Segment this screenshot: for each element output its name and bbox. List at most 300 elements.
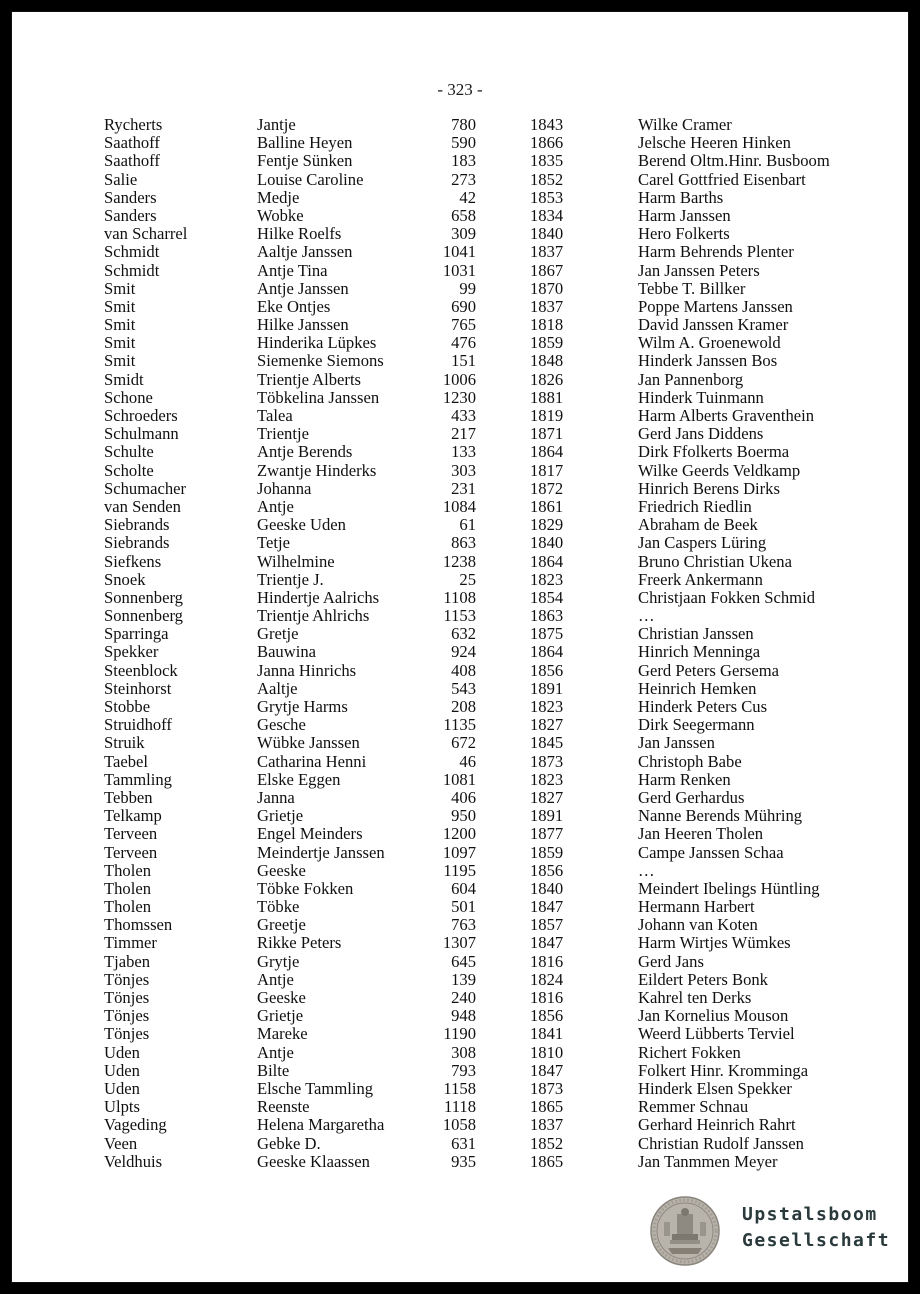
page-number: - 323 -	[437, 80, 483, 99]
record-number-cell: 408	[451, 660, 476, 680]
year-cell: 1859	[530, 333, 564, 353]
year-cell: 1875	[530, 624, 564, 644]
table-row	[12, 134, 908, 152]
surname-cell: Terveen	[104, 842, 158, 862]
given-name-cell: Geeske Uden	[257, 515, 346, 535]
record-number-cell: 1307	[442, 933, 476, 953]
surname-cell: Thomssen	[104, 915, 173, 935]
given-name-cell: Jantje	[257, 115, 296, 134]
table-row	[12, 298, 908, 316]
year-cell: 1891	[530, 806, 564, 826]
spouse-cell: Weerd Lübberts Terviel	[638, 1024, 795, 1044]
table-row	[12, 171, 908, 189]
table-row	[12, 316, 908, 334]
spouse-cell: Gerd Peters Gersema	[638, 660, 779, 680]
record-number-cell: 1230	[442, 387, 476, 407]
table-row	[12, 1080, 908, 1098]
table-row	[12, 516, 908, 534]
spouse-cell: Freerk Ankermann	[638, 569, 763, 589]
spouse-cell: Berend Oltm.Hinr. Busboom	[638, 151, 830, 171]
spouse-cell: Jan Janssen	[638, 733, 715, 753]
table-row	[12, 625, 908, 643]
given-name-cell: Antje	[257, 1042, 294, 1062]
record-number-cell: 1118	[444, 1097, 476, 1117]
year-cell: 1891	[530, 678, 564, 698]
surname-cell: Tholen	[104, 860, 152, 880]
surname-cell: Steenblock	[104, 660, 178, 680]
record-number-cell: 604	[451, 878, 476, 898]
given-name-cell: Aaltje	[257, 678, 298, 698]
spouse-cell: Carel Gottfried Eisenbart	[638, 169, 806, 189]
given-name-cell: Balline Heyen	[257, 133, 353, 153]
table-row	[12, 680, 908, 698]
year-cell: 1816	[530, 951, 564, 971]
spouse-cell: Meindert Ibelings Hüntling	[638, 878, 820, 898]
given-name-cell: Hilke Janssen	[257, 315, 349, 335]
year-cell: 1865	[530, 1097, 564, 1117]
spouse-cell: Wilm A. Groenewold	[638, 333, 781, 353]
record-number-cell: 183	[451, 151, 476, 171]
record-number-cell: 1195	[443, 860, 476, 880]
record-number-cell: 217	[451, 424, 476, 444]
spouse-cell: Jan Janssen Peters	[638, 260, 760, 280]
given-name-cell: Janna	[257, 787, 295, 807]
brand-text	[742, 1202, 890, 1254]
spouse-cell: Tebbe T. Billker	[638, 278, 746, 298]
record-number-cell: 1041	[442, 242, 476, 262]
year-cell: 1856	[530, 860, 564, 880]
spouse-cell: Hero Folkerts	[638, 224, 730, 244]
surname-cell: Smit	[104, 333, 136, 353]
given-name-cell: Trientje J.	[257, 569, 324, 589]
spouse-cell: Christian Janssen	[638, 624, 754, 644]
year-cell: 1810	[530, 1042, 564, 1062]
record-number-cell: 46	[459, 751, 476, 771]
table-row	[12, 862, 908, 880]
surname-cell: Tönjes	[104, 1006, 150, 1026]
surname-cell: Tönjes	[104, 988, 150, 1007]
given-name-cell: Grietje	[257, 1006, 304, 1026]
surname-cell: Scholte	[104, 460, 154, 480]
table-row	[12, 116, 908, 134]
surname-cell: Uden	[104, 1042, 140, 1062]
spouse-cell: Hinderk Peters Cus	[638, 697, 768, 716]
surname-cell: Struidhoff	[104, 715, 172, 735]
surname-cell: Spekker	[104, 642, 159, 662]
given-name-cell: Reenste	[257, 1097, 310, 1117]
year-cell: 1872	[530, 478, 564, 498]
given-name-cell: Rikke Peters	[257, 933, 342, 953]
given-name-cell: Hinderika Lüpkes	[257, 333, 377, 353]
given-name-cell: Hindertje Aalrichs	[257, 587, 380, 607]
given-name-cell: Gesche	[257, 715, 306, 735]
record-number-cell: 690	[451, 296, 476, 316]
surname-cell: Sanders	[104, 205, 157, 225]
table-row	[12, 971, 908, 989]
surname-cell: Tönjes	[104, 969, 150, 989]
year-cell: 1840	[530, 533, 564, 553]
table-row	[12, 1135, 908, 1153]
year-cell: 1873	[530, 1078, 564, 1098]
surname-cell: Terveen	[104, 824, 158, 844]
given-name-cell: Wilhelmine	[257, 551, 335, 571]
year-cell: 1852	[530, 169, 564, 189]
surname-cell: Taebel	[104, 751, 148, 771]
surname-cell: Sonnenberg	[104, 606, 183, 626]
surname-cell: Tholen	[104, 897, 152, 917]
year-cell: 1864	[530, 442, 564, 462]
spouse-cell: Gerd Gerhardus	[638, 787, 745, 807]
record-number-cell: 763	[451, 915, 476, 935]
record-number-cell: 208	[451, 697, 476, 716]
given-name-cell: Grytje	[257, 951, 300, 971]
table-row	[12, 352, 908, 370]
spouse-cell: Harm Renken	[638, 769, 731, 789]
surname-cell: Tholen	[104, 878, 152, 898]
year-cell: 1837	[530, 242, 564, 262]
table-row	[12, 716, 908, 734]
given-name-cell: Grytje Harms	[257, 697, 348, 716]
year-cell: 1866	[530, 133, 564, 153]
surname-cell: Vageding	[104, 1115, 167, 1135]
spouse-cell: Gerhard Heinrich Rahrt	[638, 1115, 796, 1135]
record-number-cell: 476	[451, 333, 476, 353]
surname-cell: Schulte	[104, 442, 154, 462]
record-number-cell: 61	[459, 515, 476, 535]
surname-cell: Rycherts	[104, 115, 163, 134]
given-name-cell: Wübke Janssen	[257, 733, 360, 753]
brand-line-2: Gesellschaft	[742, 1230, 891, 1251]
table-row	[12, 698, 908, 716]
table-row	[12, 407, 908, 425]
year-cell: 1840	[530, 878, 564, 898]
table-row	[12, 844, 908, 862]
spouse-cell: Jan Kornelius Mouson	[638, 1006, 789, 1026]
record-number-cell: 42	[459, 187, 476, 207]
surname-cell: Sparringa	[104, 624, 169, 644]
record-number-cell: 1200	[442, 824, 476, 844]
table-row	[12, 225, 908, 243]
record-number-cell: 1135	[443, 715, 476, 735]
table-row	[12, 734, 908, 752]
year-cell: 1827	[530, 787, 564, 807]
surname-cell: Tammling	[104, 769, 172, 789]
record-number-cell: 645	[451, 951, 476, 971]
spouse-cell: Gerd Jans Diddens	[638, 424, 764, 444]
table-row	[12, 443, 908, 461]
record-number-cell: 950	[451, 806, 476, 826]
surname-cell: Smidt	[104, 369, 144, 389]
surname-cell: Smit	[104, 278, 136, 298]
surname-cell: Uden	[104, 1060, 140, 1080]
spouse-cell: Harm Janssen	[638, 205, 731, 225]
spouse-cell: Campe Janssen Schaa	[638, 842, 784, 862]
spouse-cell: Jan Caspers Lüring	[638, 533, 767, 553]
spouse-cell: Dirk Ffolkerts Boerma	[638, 442, 790, 462]
record-number-cell: 1153	[443, 606, 476, 626]
given-name-cell: Fentje Sünken	[257, 151, 353, 171]
record-number-cell: 406	[451, 787, 476, 807]
surname-cell: Smit	[104, 351, 136, 371]
given-name-cell: Siemenke Siemons	[257, 351, 384, 371]
surname-cell: Veldhuis	[104, 1151, 163, 1171]
surname-cell: Schumacher	[104, 478, 187, 498]
given-name-cell: Medje	[257, 187, 300, 207]
year-cell: 1864	[530, 551, 564, 571]
given-name-cell: Elske Eggen	[257, 769, 341, 789]
record-number-cell: 501	[451, 897, 476, 917]
given-name-cell: Geeske	[257, 860, 306, 880]
given-name-cell: Engel Meinders	[257, 824, 363, 844]
table-row	[12, 1116, 908, 1134]
table-row	[12, 189, 908, 207]
year-cell: 1865	[530, 1151, 564, 1171]
surname-cell: Siebrands	[104, 515, 170, 535]
year-cell: 1819	[530, 406, 564, 425]
table-row	[12, 771, 908, 789]
record-number-cell: 99	[459, 278, 476, 298]
surname-cell: Uden	[104, 1078, 140, 1098]
table-row	[12, 898, 908, 916]
year-cell: 1854	[530, 587, 564, 607]
year-cell: 1853	[530, 187, 564, 207]
table-row	[12, 334, 908, 352]
given-name-cell: Elsche Tammling	[257, 1078, 374, 1098]
record-number-cell: 25	[459, 569, 476, 589]
record-number-cell: 273	[451, 169, 476, 189]
spouse-cell: Bruno Christian Ukena	[638, 551, 792, 571]
spouse-cell: Christoph Babe	[638, 751, 742, 771]
year-cell: 1877	[530, 824, 564, 844]
year-cell: 1835	[530, 151, 564, 171]
year-cell: 1845	[530, 733, 564, 753]
table-row	[12, 934, 908, 952]
surname-cell: Sonnenberg	[104, 587, 183, 607]
year-cell: 1827	[530, 715, 564, 735]
given-name-cell: Aaltje Janssen	[257, 242, 353, 262]
year-cell: 1863	[530, 606, 564, 626]
record-number-cell: 765	[451, 315, 476, 335]
record-number-cell: 240	[451, 988, 476, 1007]
table-row	[12, 807, 908, 825]
table-row	[12, 916, 908, 934]
given-name-cell: Janna Hinrichs	[257, 660, 357, 680]
table-row	[12, 880, 908, 898]
table-row	[12, 1044, 908, 1062]
given-name-cell: Antje Berends	[257, 442, 353, 462]
record-number-cell: 793	[451, 1060, 476, 1080]
year-cell: 1856	[530, 660, 564, 680]
spouse-cell: Wilke Cramer	[638, 115, 732, 134]
record-number-cell: 133	[451, 442, 476, 462]
surname-cell: Siebrands	[104, 533, 170, 553]
record-number-cell: 303	[451, 460, 476, 480]
spouse-cell: Jan Tanmmen Meyer	[638, 1151, 778, 1171]
given-name-cell: Antje	[257, 969, 294, 989]
spouse-cell: Friedrich Riedlin	[638, 496, 752, 516]
given-name-cell: Töbke	[257, 897, 300, 917]
record-number-cell: 863	[451, 533, 476, 553]
year-cell: 1843	[530, 115, 564, 134]
table-row	[12, 571, 908, 589]
table-row	[12, 280, 908, 298]
spouse-cell: Johann van Koten	[638, 915, 758, 935]
table-row	[12, 589, 908, 607]
surname-cell: van Scharrel	[104, 224, 188, 244]
year-cell: 1873	[530, 751, 564, 771]
year-cell: 1829	[530, 515, 564, 535]
spouse-cell: Hinrich Menninga	[638, 642, 761, 662]
year-cell: 1861	[530, 496, 564, 516]
table-row	[12, 825, 908, 843]
record-number-cell: 1190	[443, 1024, 476, 1044]
table-row	[12, 534, 908, 552]
year-cell: 1847	[530, 897, 564, 917]
record-number-cell: 1058	[442, 1115, 476, 1135]
record-number-cell: 231	[451, 478, 476, 498]
given-name-cell: Töbkelina Janssen	[257, 387, 380, 407]
given-name-cell: Antje Janssen	[257, 278, 349, 298]
given-name-cell: Geeske	[257, 988, 306, 1007]
spouse-cell: David Janssen Kramer	[638, 315, 789, 335]
surname-cell: Tebben	[104, 787, 153, 807]
seal-medallion-icon	[650, 1196, 720, 1266]
surname-cell: Schmidt	[104, 242, 160, 262]
record-number-cell: 935	[451, 1151, 476, 1171]
record-number-cell: 433	[451, 406, 476, 425]
surname-cell: Saathoff	[104, 133, 160, 153]
year-cell: 1847	[530, 1060, 564, 1080]
surname-cell: Steinhorst	[104, 678, 172, 698]
given-name-cell: Hilke Roelfs	[257, 224, 342, 244]
surname-cell: van Senden	[104, 496, 181, 516]
document-page	[12, 12, 908, 1282]
year-cell: 1818	[530, 315, 564, 335]
year-cell: 1834	[530, 205, 564, 225]
table-row	[12, 989, 908, 1007]
surname-cell: Schulmann	[104, 424, 179, 444]
given-name-cell: Trientje	[257, 424, 309, 444]
year-cell: 1816	[530, 988, 564, 1007]
record-number-cell: 948	[451, 1006, 476, 1026]
surname-cell: Salie	[104, 169, 138, 189]
record-number-cell: 1031	[442, 260, 476, 280]
table-row	[12, 243, 908, 261]
record-number-cell: 309	[451, 224, 476, 244]
table-row	[12, 1007, 908, 1025]
surname-cell: Smit	[104, 315, 136, 335]
table-row	[12, 1153, 908, 1171]
surname-cell: Tjaben	[104, 951, 151, 971]
spouse-cell: Hinderk Tuinmann	[638, 387, 764, 407]
spouse-cell: …	[638, 606, 655, 626]
record-number-cell: 543	[451, 678, 476, 698]
year-cell: 1837	[530, 1115, 564, 1135]
record-number-cell: 1084	[442, 496, 476, 516]
surname-cell: Veen	[104, 1133, 138, 1153]
upstalsboom-logo	[650, 1192, 890, 1272]
given-name-cell: Zwantje Hinderks	[257, 460, 377, 480]
year-cell: 1817	[530, 460, 564, 480]
spouse-cell: Nanne Berends Mühring	[638, 806, 803, 826]
surname-cell: Telkamp	[104, 806, 162, 826]
record-number-cell: 780	[451, 115, 476, 134]
given-name-cell: Mareke	[257, 1024, 308, 1044]
table-row	[12, 1062, 908, 1080]
surname-cell: Stobbe	[104, 697, 151, 716]
year-cell: 1823	[530, 569, 564, 589]
given-name-cell: Antje	[257, 496, 294, 516]
year-cell: 1840	[530, 224, 564, 244]
given-name-cell: Tetje	[257, 533, 290, 553]
table-row	[12, 553, 908, 571]
year-cell: 1856	[530, 1006, 564, 1026]
surname-cell: Schroeders	[104, 406, 178, 425]
record-number-cell: 632	[451, 624, 476, 644]
spouse-cell: Harm Alberts Graventhein	[638, 406, 815, 425]
surname-cell: Tönjes	[104, 1024, 150, 1044]
spouse-cell: Wilke Geerds Veldkamp	[638, 460, 801, 480]
record-number-cell: 151	[451, 351, 476, 371]
year-cell: 1824	[530, 969, 564, 989]
surname-cell: Smit	[104, 296, 136, 316]
year-cell: 1867	[530, 260, 564, 280]
surname-cell: Snoek	[104, 569, 146, 589]
given-name-cell: Gretje	[257, 624, 299, 644]
table-row	[12, 607, 908, 625]
table-row	[12, 207, 908, 225]
register-table	[12, 116, 908, 1171]
table-row	[12, 389, 908, 407]
given-name-cell: Geeske Klaassen	[257, 1151, 370, 1171]
spouse-cell: Richert Fokken	[638, 1042, 741, 1062]
given-name-cell: Trientje Ahlrichs	[257, 606, 370, 626]
spouse-cell: Gerd Jans	[638, 951, 704, 971]
given-name-cell: Töbke Fokken	[257, 878, 354, 898]
given-name-cell: Gebke D.	[257, 1133, 321, 1153]
given-name-cell: Louise Caroline	[257, 169, 364, 189]
record-number-cell: 1238	[442, 551, 476, 571]
record-number-cell: 1158	[443, 1078, 476, 1098]
record-number-cell: 139	[451, 969, 476, 989]
spouse-cell: Jan Heeren Tholen	[638, 824, 764, 844]
year-cell: 1847	[530, 933, 564, 953]
table-row	[12, 371, 908, 389]
year-cell: 1826	[530, 369, 564, 389]
surname-cell: Timmer	[104, 933, 157, 953]
given-name-cell: Johanna	[257, 478, 312, 498]
given-name-cell: Antje Tina	[257, 260, 328, 280]
record-number-cell: 1108	[443, 587, 476, 607]
surname-cell: Ulpts	[104, 1097, 140, 1117]
record-number-cell: 1081	[442, 769, 476, 789]
surname-cell: Schmidt	[104, 260, 160, 280]
table-row	[12, 480, 908, 498]
table-row	[12, 498, 908, 516]
record-number-cell: 631	[451, 1133, 476, 1153]
spouse-cell: Dirk Seegermann	[638, 715, 755, 735]
spouse-cell: Heinrich Hemken	[638, 678, 757, 698]
given-name-cell: Wobke	[257, 205, 304, 225]
spouse-cell: Hinderk Elsen Spekker	[638, 1078, 792, 1098]
year-cell: 1841	[530, 1024, 564, 1044]
table-row	[12, 662, 908, 680]
record-number-cell: 308	[451, 1042, 476, 1062]
surname-cell: Siefkens	[104, 551, 162, 571]
table-row	[12, 1025, 908, 1043]
record-number-cell: 1006	[442, 369, 476, 389]
spouse-cell: Eildert Peters Bonk	[638, 969, 768, 989]
